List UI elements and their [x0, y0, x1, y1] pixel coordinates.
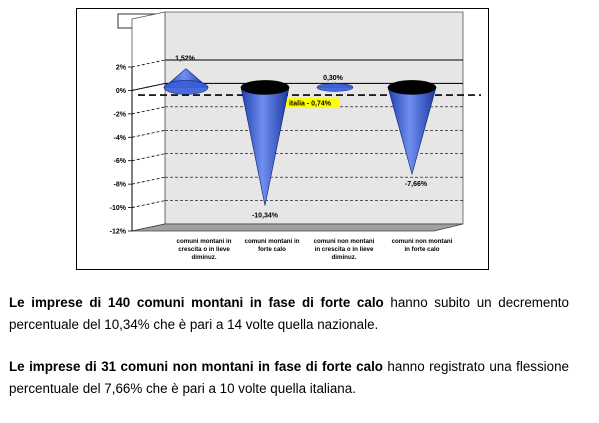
reference-label: italia - 0,74%: [288, 100, 332, 108]
category-label-3: in crescita o in lieve: [314, 246, 374, 253]
paragraph-2-text: hanno registrato una flessione percentuale del 7,66% che è pari a 10 volte quella italiana.: [9, 359, 569, 396]
category-label-2: forte calo: [258, 246, 286, 253]
paragraph-1: [9, 292, 569, 336]
y-tick-label: -4%: [113, 134, 126, 142]
cone-top-4: [388, 80, 436, 94]
cone-base-1: [164, 80, 208, 94]
paragraph-1-bold: Le imprese di 140 comuni montani in fase di forte calo: [9, 295, 384, 310]
side-wall: [132, 12, 165, 231]
chart-container: [76, 8, 489, 270]
paragraph-1-text: hanno subito un decremento percentuale del 10,34% che è pari a 14 volte quella nazionale.: [9, 295, 569, 332]
chart-floor: [132, 224, 463, 231]
category-label-4: in forte calo: [404, 246, 440, 253]
y-tick-label: -12%: [109, 228, 126, 236]
value-label-1: 1,52%: [175, 55, 195, 63]
category-label-2: comuni montani in: [244, 238, 300, 245]
y-tick-label: -6%: [113, 158, 126, 166]
cone-chart: [76, 8, 489, 270]
value-label-3: 0,30%: [323, 74, 343, 82]
category-label-3: diminuz.: [331, 254, 357, 261]
category-label-1: comuni montani in: [176, 238, 232, 245]
plot-area: [110, 12, 481, 261]
category-label-1: crescita o in lieve: [178, 246, 230, 253]
category-label-4: comuni non montani: [391, 238, 453, 245]
category-label-3: comuni non montani: [313, 238, 375, 245]
paragraph-2: [9, 356, 569, 400]
value-label-2: -10,34%: [251, 212, 279, 220]
cone-top-2: [241, 80, 289, 94]
y-tick-label: 2%: [115, 64, 126, 72]
y-tick-label: -2%: [113, 111, 126, 119]
paragraph-2-bold: Le imprese di 31 comuni non montani in fase di forte calo: [9, 359, 383, 374]
value-label-4: -7,66%: [404, 181, 428, 189]
category-label-1: diminuz.: [191, 254, 217, 261]
y-tick-label: -8%: [113, 181, 126, 189]
cone-base-3: [317, 83, 353, 91]
y-tick-label: -10%: [109, 205, 126, 213]
y-tick-label: 0%: [115, 87, 126, 95]
